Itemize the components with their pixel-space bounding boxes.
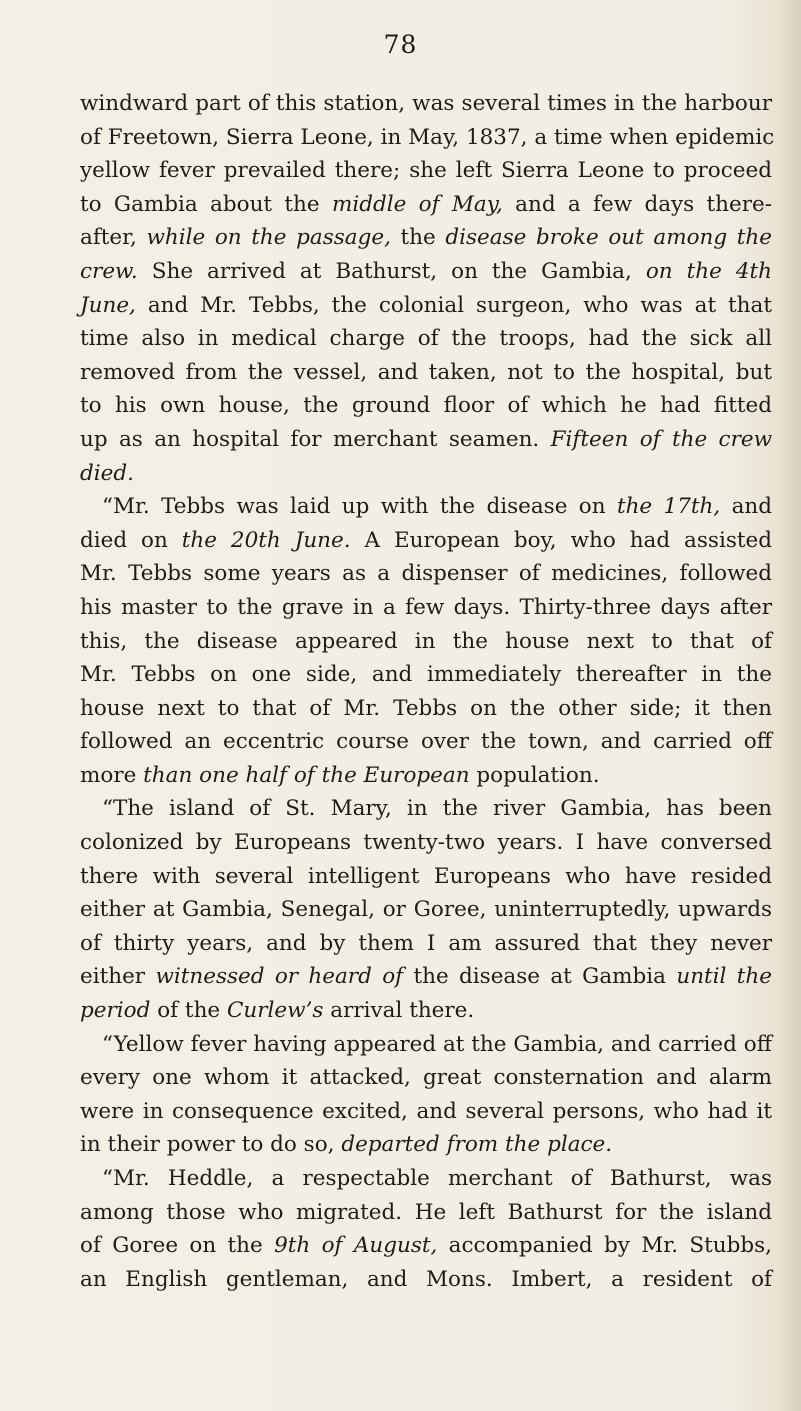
text-line [80,826,772,860]
text-line [80,1095,772,1129]
page-number: 78 [383,30,418,59]
text-run: A European boy, who had assisted [350,527,772,553]
italic-text: the 17th, [616,494,721,520]
text-run: followed an eccentric course over the town, and carried off [80,729,772,755]
text-run: and Mr. Tebbs, the colonial surgeon, who was at that [135,292,772,318]
italic-text: while on the passage, [146,225,391,251]
text-run: of Freetown, Sierra Leone, in May, 1837, a time when epidemic [80,124,775,150]
text-run: were in consequence excited, and several persons, who had it [80,1098,772,1124]
text-run: more [80,762,144,788]
text-run: after, [80,225,147,251]
italic-text: 9th of August, [274,1233,438,1259]
italic-text: on the 4th [645,258,772,284]
text-run: either [80,964,156,990]
text-line [80,87,772,121]
text-line [80,1162,772,1196]
text-line [80,759,772,793]
text-line [80,927,772,961]
italic-text: than one half of the European [143,762,470,788]
italic-text: until the [676,964,772,990]
text-line [80,893,772,927]
text-line [80,1061,772,1095]
text-line [80,423,772,457]
text-line [80,255,772,289]
text-run: colonized by Europeans twenty-two years. I have conversed [80,830,772,856]
text-line [80,725,772,759]
text-run: “Yellow fever having appeared at the Gambia, and carried off [102,1031,772,1057]
text-run: of thirty years, and by them I am assured that they never [80,930,772,956]
text-run: an English gentleman, and Mons. Imbert, a resident of [80,1266,772,1292]
text-run: there with several intelligent Europeans who have resided [80,863,772,889]
text-line [80,960,772,994]
text-run: of Goree on the [80,1233,275,1259]
text-run: died on [80,527,182,553]
text-line [80,692,772,726]
text-run: She arrived at Bathurst, on the Gambia, [137,258,646,284]
text-line [80,658,772,692]
text-run: “Mr. Tebbs was laid up with the disease on [102,494,617,520]
text-line [80,221,772,255]
text-line [80,356,772,390]
text-line [80,557,772,591]
italic-text: Fifteen of the crew [550,426,772,452]
text-run: and [720,494,772,520]
text-line [80,1028,772,1062]
text-run: this, the disease appeared in the house next to that of [80,628,772,654]
text-run: “The island of St. Mary, in the river Gambia, has been [102,796,772,822]
text-run: up as an hospital for merchant seamen. [80,426,551,452]
body-text [80,87,775,1296]
text-line [80,490,772,524]
text-line [80,389,772,423]
text-line [80,591,772,625]
italic-text: witnessed or heard of [155,964,404,990]
text-line [80,154,772,188]
text-run: population. [469,762,600,788]
text-line [80,1229,772,1263]
text-run: of the [150,998,227,1024]
italic-text: June, [80,292,136,318]
text-run: time also in medical charge of the troops, had the sick all [80,326,772,352]
text-line [80,860,772,894]
text-run: the [390,225,446,251]
text-line [80,994,772,1028]
text-run: to Gambia about the [80,191,332,217]
text-run: windward part of this station, was several times in the harbour [80,91,772,116]
text-line [80,121,775,155]
text-line [80,289,772,323]
text-run: among those who migrated. He left Bathurst for the island [80,1199,772,1225]
text-run: arrival there. [323,998,475,1024]
italic-text: died. [80,460,134,486]
italic-text: middle of May, [331,191,503,217]
text-line [80,457,772,491]
text-run: the disease at Gambia [403,964,677,990]
text-line [80,524,772,558]
text-line [80,188,772,222]
text-line [80,1196,772,1230]
text-run: every one whom it attacked, great consternation and alarm [80,1065,772,1091]
text-run: “Mr. Heddle, a respectable merchant of Bathurst, was [102,1166,772,1191]
text-run: and a few days there- [502,191,772,217]
text-run: in their power to do so, [80,1132,342,1158]
text-line [80,1263,772,1297]
text-run: either at Gambia, Senegal, or Goree, uninterruptedly, upwards [80,897,772,923]
text-line [80,1128,772,1162]
italic-text: disease broke out among the [445,225,772,251]
text-run: his master to the grave in a few days. Thirty-three days after [80,594,772,620]
text-run: accompanied by Mr. Stubbs, [437,1233,772,1259]
italic-text: period [80,998,151,1024]
italic-text: the 20th June. [181,527,351,553]
italic-text: departed from the place. [341,1132,613,1158]
text-run: yellow fever prevailed there; she left Sierra Leone to proceed [80,158,772,184]
text-run: removed from the vessel, and taken, not to the hospital, but [80,359,772,385]
text-run: to his own house, the ground floor of which he had fitted [80,393,772,419]
text-run: house next to that of Mr. Tebbs on the other side; it then [80,695,772,721]
text-line [80,792,772,826]
text-run: Mr. Tebbs some years as a dispenser of medicines, followed [80,561,772,587]
text-line [80,625,772,659]
italic-text: crew. [80,258,138,284]
text-run: Mr. Tebbs on one side, and immediately thereafter in the [80,662,772,688]
italic-text: Curlew’s [226,998,324,1024]
text-line [80,322,772,356]
